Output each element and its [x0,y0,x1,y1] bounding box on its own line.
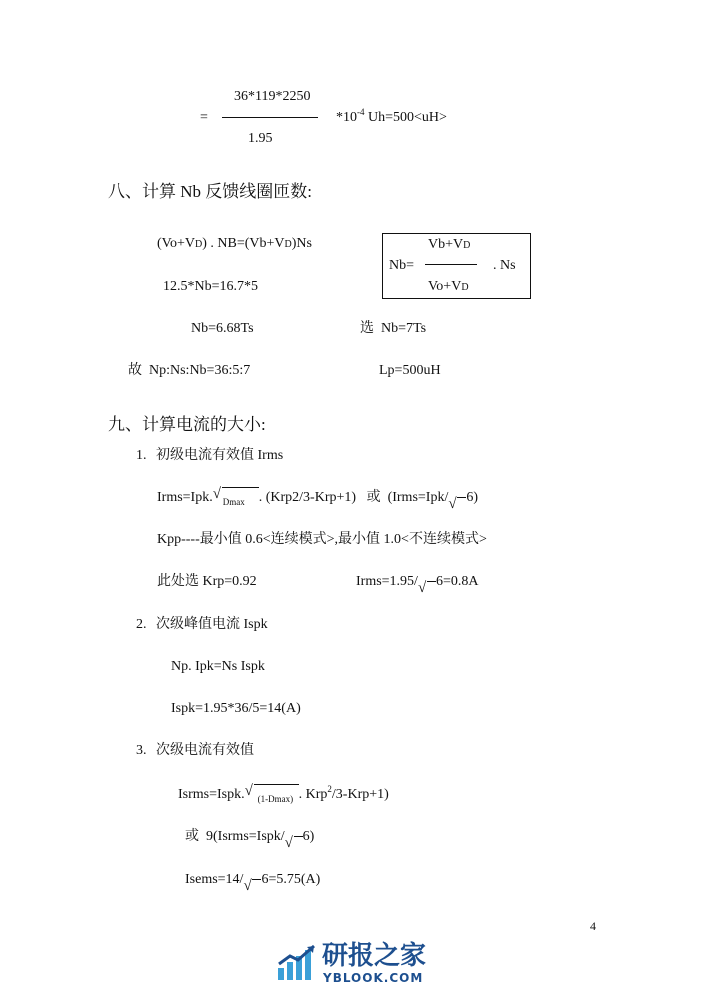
formula-denominator: 1.95 [248,131,273,146]
formula-equals: = [200,110,208,125]
box-prefix: Nb= [389,258,415,273]
section9-heading: 九、计算电流的大小: [108,415,266,434]
item2-number: 2. [136,617,147,632]
box-denominator: Vo+VD [428,279,469,294]
box-numerator: Vb+VD [428,237,471,252]
ispk-eq1: Np. Ipk=Ns Ispk [171,659,265,674]
watermark-cn: 研报之家 [322,941,427,971]
box-suffix: . Ns [493,258,516,273]
section8-eq2: 12.5*Nb=16.7*5 [163,279,259,294]
section8-eq1: (Vo+VD) . NB=(Vb+VD)Ns [157,236,312,251]
box-fraction-bar [425,264,477,265]
isrms-alt: 或 9(Isrms=Ispk/ √ 6) [185,829,315,851]
choose-line: 选 Nb=7Ts [360,321,427,336]
irms-value: Irms=1.95/ √ 6=0.8A [356,574,479,596]
lp-value: Lp=500uH [379,363,441,378]
formula-numerator: 36*119*2250 [234,89,311,104]
fraction-bar [222,117,318,118]
sqrt-symbol: √ $_{(1-Dmax)}$ [245,788,299,802]
sqrt-symbol: √ $_{Dmax}$ [213,491,259,505]
watermark-chart-icon [276,942,320,982]
item1-number: 1. [136,448,147,463]
krp-line: 此处选 Krp=0.92 [157,574,257,589]
item3-title: 次级电流有效值 [156,743,254,758]
ispk-eq2: Ispk=1.95*36/5=14(A) [171,701,301,716]
watermark-en: YBLOOK.COM [323,971,424,985]
section8-eq3: Nb=6.68Ts [191,321,254,336]
kpp-line: Kpp----最小值 0.6<连续模式>,最小值 1.0<不连续模式> [157,532,487,547]
ratio-line: 故 Np:Ns:Nb=36:5:7 [128,363,251,378]
isems-value: Isems=14/ √ 6=5.75(A) [185,872,321,894]
item1-title: 初级电流有效值 Irms [156,448,284,463]
irms-formula: Irms=Ipk. √ $_{Dmax}$ . (Krp2/3-Krp+1) 或 (Irms=Ipk/ √ 6) [157,486,479,512]
section8-heading: 八、计算 Nb 反馈线圈匝数: [108,182,312,201]
item2-title: 次级峰值电流 Ispk [156,617,268,632]
formula-result: $*10^{-4}$ Uh=500<uH> [336,107,447,125]
page-number: 4 [590,919,596,933]
isrms-formula: Isrms=Ispk. √ $_{(1-Dmax)}$ . Krp$^2$/3-Krp+1) [178,783,389,804]
item3-number: 3. [136,743,147,758]
